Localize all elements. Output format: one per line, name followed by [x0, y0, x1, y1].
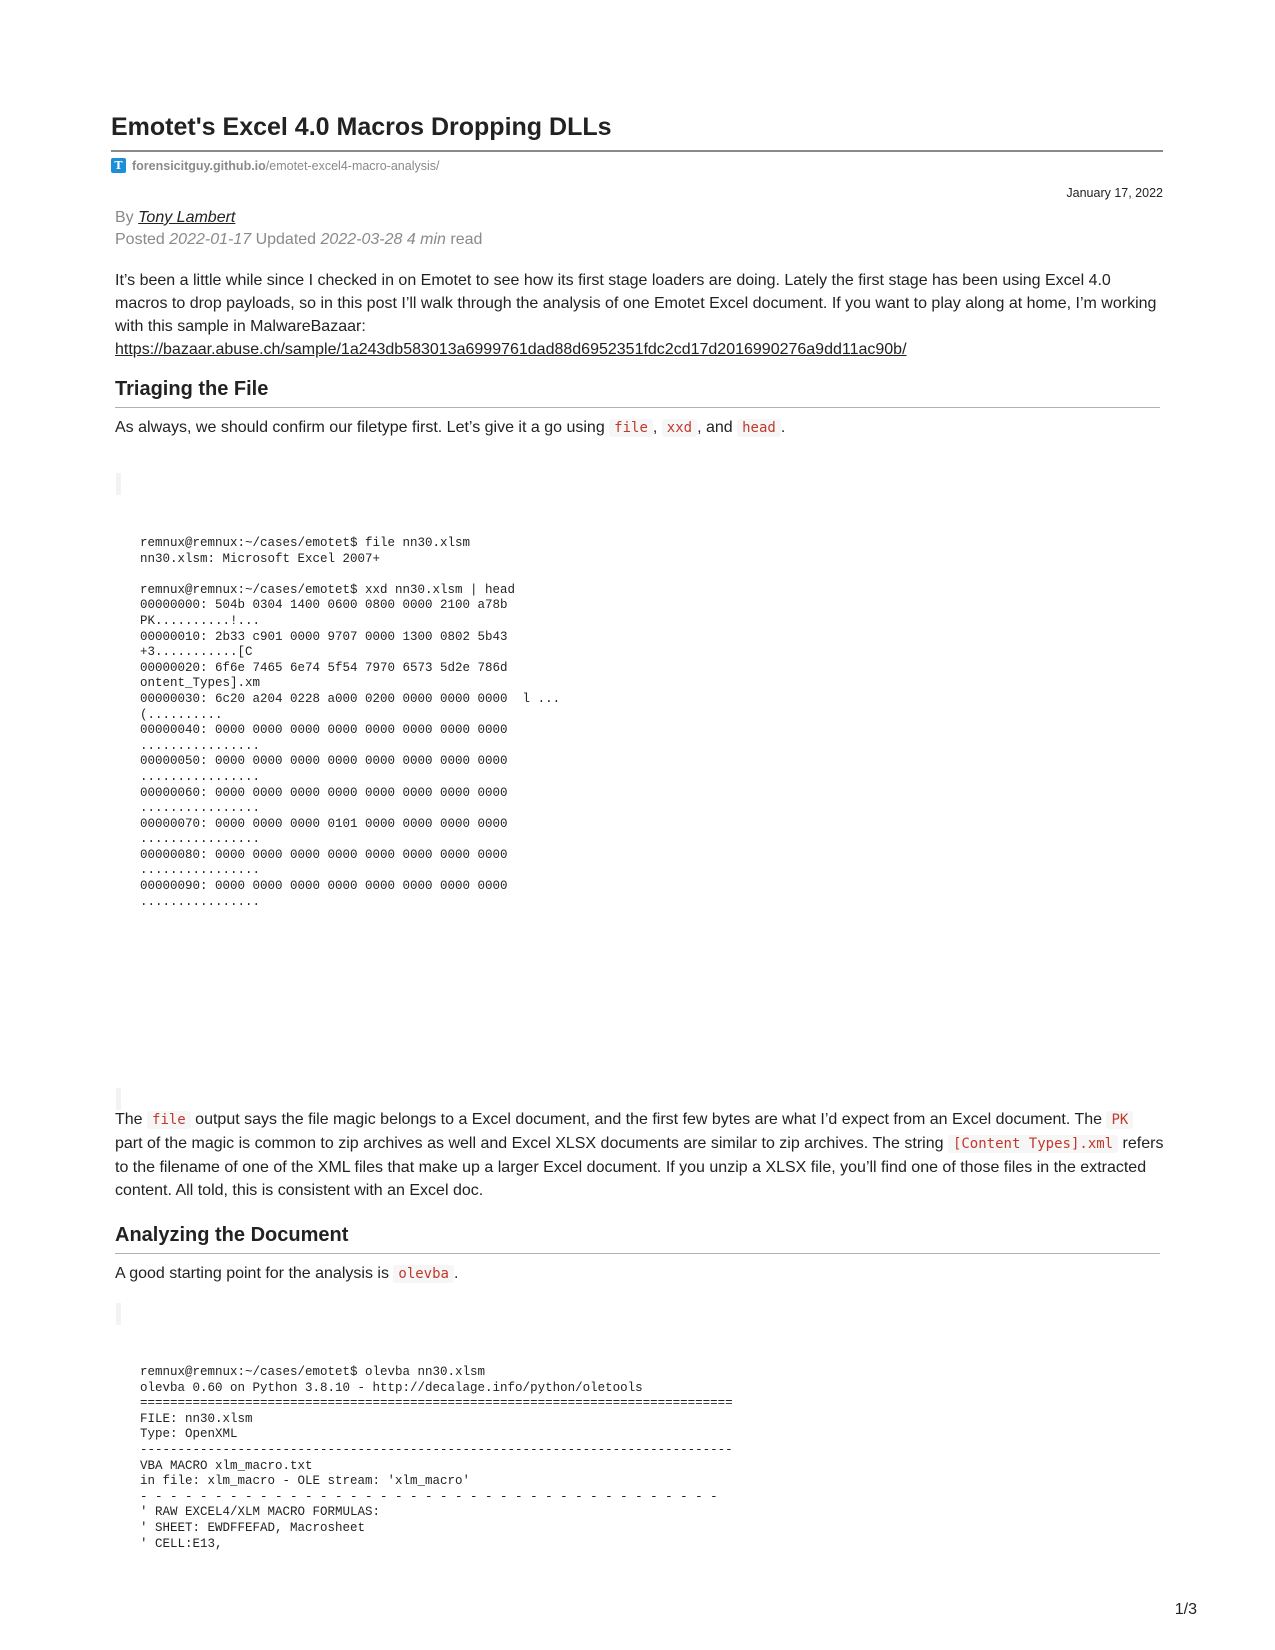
source-line [111, 158, 439, 173]
code-block-bar [116, 1088, 121, 1110]
code-block-bar [116, 473, 121, 495]
posted-label: Posted [115, 231, 165, 248]
by-label: By [115, 209, 134, 226]
triage-text-end: . [780, 419, 786, 436]
code-content-types: [Content Types].xml [948, 1135, 1118, 1153]
intro-text: It’s been a little while since I checked in on Emotet to see how its first stage loaders are doing. Lately the first stage has been using Excel 4.0 macros to drop payloads, so in this post I’ll walk through the analysis of one Emotet Excel document. If you want to play along at home, I’m working with this sample in MalwareBazaar: [115, 272, 1157, 335]
article-title: Emotet's Excel 4.0 Macros Dropping DLLs [111, 113, 1163, 152]
heading-triaging: Triaging the File [115, 378, 1160, 408]
clip-date: January 17, 2022 [1066, 186, 1163, 200]
olevba-text-start: A good starting point for the analysis is [115, 1265, 394, 1282]
code-olevba: olevba [393, 1265, 454, 1283]
source-url[interactable] [132, 159, 439, 173]
heading-analyzing: Analyzing the Document [115, 1224, 1160, 1254]
source-host: forensicitguy.github.io [132, 158, 266, 173]
updated-date: 2022-03-28 [320, 231, 403, 248]
triage-sep-1: , [652, 419, 662, 436]
code-file: file [609, 419, 653, 437]
malwarebazaar-link[interactable]: https://bazaar.abuse.ch/sample/1a243db583013a6999761dad88d6952351fdc2cd17d2016990276a9dd11ac90b/ [115, 341, 907, 358]
code-block-bar [116, 1303, 121, 1325]
olevba-text-end: . [453, 1265, 459, 1282]
read-label: read [450, 231, 483, 248]
triage-paragraph [115, 416, 1165, 440]
code-block-olevba: remnux@remnux:~/cases/emotet$ olevba nn30.xlsm olevba 0.60 on Python 3.8.10 - http://decalage.info/python/oletools =============================================================================== FILE: nn30.xlsm Type: OpenXML ------------------------------------------------------------------------------- VBA MACRO xlm_macro.txt in file: xlm_macro - OLE stream: 'xlm_macro' - - - - - - - - - - - - - - - - - - - - - - - - - - - - - - - - - - - - - - - ' RAW EXCEL4/XLM MACRO FORMULAS: ' SHEET: EWDFFEFAD, Macrosheet ' CELL:E13, [140, 1365, 733, 1551]
p2-text-2: output says the file magic belongs to a Excel document, and the first few bytes are what I’d expect from an Excel document. The [190, 1111, 1107, 1128]
code-block-file-xxd: remnux@remnux:~/cases/emotet$ file nn30.xlsm nn30.xlsm: Microsoft Excel 2007+ remnux@remnux:~/cases/emotet$ xxd nn30.xlsm | head 00000000: 504b 0304 1400 0600 0800 0000 2100 a78b PK..........!... 00000010: 2b33 c901 0000 9707 0000 1300 0802 5b43 +3...........[C 00000020: 6f6e 7465 6e74 5f54 7970 6573 5d2e 786d ontent_Types].xm 00000030: 6c20 a204 0228 a000 0200 0000 0000 0000 l ... (.......... 00000040: 0000 0000 0000 0000 0000 0000 0000 0000 ................ 00000050: 0000 0000 0000 0000 0000 0000 0000 0000 ................ 00000060: 0000 0000 0000 0000 0000 0000 0000 0000 ................ 00000070: 0000 0000 0000 0101 0000 0000 0000 0000 ................ 00000080: 0000 0000 0000 0000 0000 0000 0000 0000 ................ 00000090: 0000 0000 0000 0000 0000 0000 0000 0000 ................ [140, 536, 561, 909]
posted-date: 2022-01-17 [169, 231, 252, 248]
site-favicon-icon: T [111, 158, 126, 173]
triage-sep-2: , and [697, 419, 738, 436]
olevba-paragraph [115, 1262, 1165, 1286]
page-number: 1/3 [1174, 1601, 1197, 1618]
analysis-paragraph [115, 1108, 1165, 1202]
p2-text-4: refers to the filename of one of the XML files that make up a larger Excel document. If you unzip a XLSX file, you’ll find one of those files in the extracted content. All told, this is consistent with an Excel doc. [115, 1135, 1164, 1199]
p2-text-1: The [115, 1111, 148, 1128]
code-pk: PK [1106, 1111, 1133, 1129]
code-file-2: file [147, 1111, 191, 1129]
triage-text-start: As always, we should confirm our filetype first. Let’s give it a go using [115, 419, 610, 436]
read-time: 4 min [406, 231, 446, 248]
intro-paragraph [115, 269, 1165, 361]
p2-text-3: part of the magic is common to zip archives as well and Excel XLSX documents are similar to zip archives. The string [115, 1135, 948, 1152]
author-link[interactable]: Tony Lambert [138, 209, 236, 226]
code-xxd: xxd [662, 419, 697, 437]
updated-label: Updated [255, 231, 317, 248]
code-head: head [737, 419, 781, 437]
source-path: /emotet-excel4-macro-analysis/ [265, 158, 440, 173]
byline [115, 209, 235, 227]
post-meta [115, 231, 482, 249]
